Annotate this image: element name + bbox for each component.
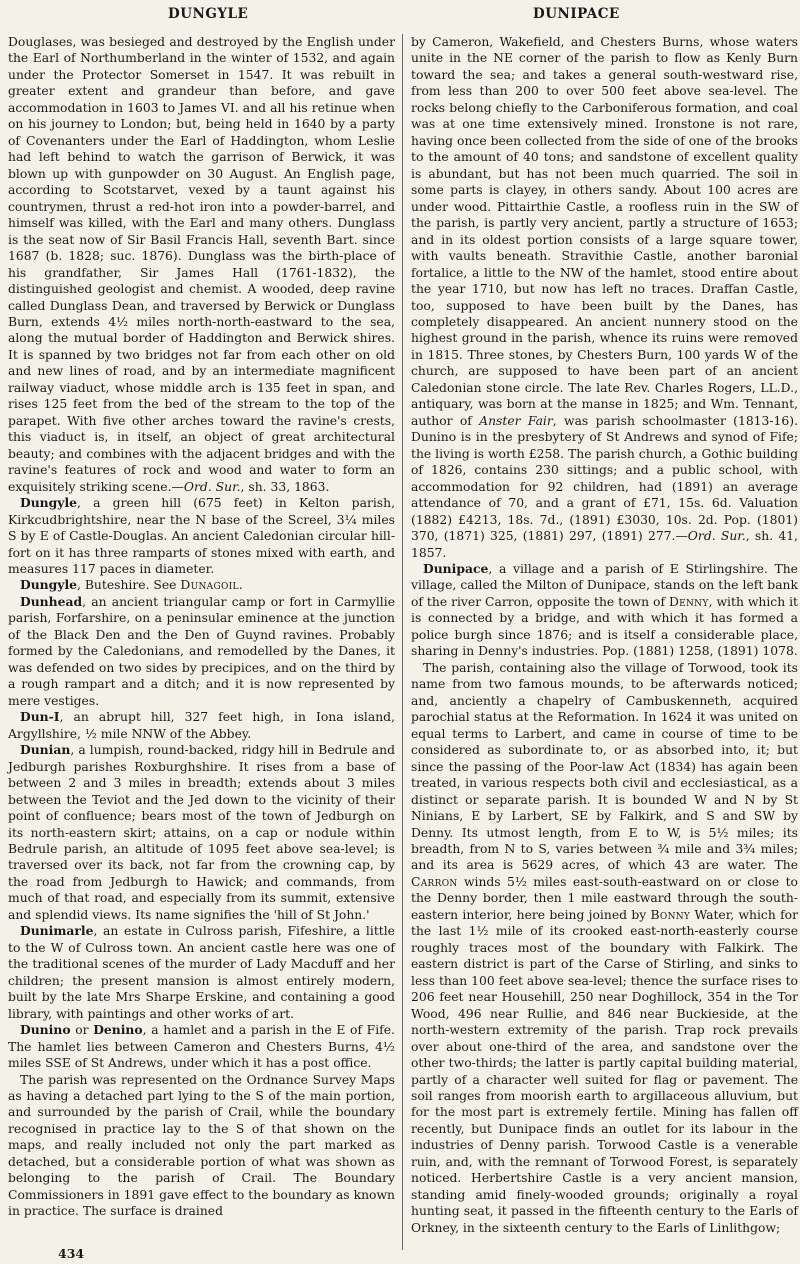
entry-headword: Dungyle bbox=[20, 577, 77, 593]
italic-text: Ord. Sur. bbox=[687, 529, 746, 544]
gazetteer-entry bbox=[8, 709, 395, 742]
entry-headword: Dunipace bbox=[423, 561, 489, 576]
header-left-title: DUNGYLE bbox=[168, 6, 249, 22]
gazetteer-entry bbox=[8, 495, 395, 577]
body-text: or bbox=[70, 1023, 94, 1038]
body-text: , sh. 41, 1857. bbox=[411, 529, 798, 560]
page-number: 434 bbox=[58, 1246, 85, 1261]
body-text: . bbox=[238, 578, 243, 593]
text-paragraph bbox=[8, 1072, 395, 1220]
right-column bbox=[411, 34, 798, 1236]
entry-headword: Dun-I bbox=[20, 709, 60, 725]
cross-reference: Denny bbox=[668, 594, 709, 609]
body-text: by Cameron, Wakefield, and Chesters Burns, whose waters unite in the NE corner of the parish to flow as Kenly Burn toward the sea; and takes a general south-westward rise, from less than 200 to over 500 feet above sea-level. The rocks belong chiefly to the Carboniferous formation, and coal was at one time extensively mined. Ironstone is not rare, having once been collected from the side of one of the brooks to the amount of 40 tons; and sandstone of excellent quality is abundant, but has not been much quarried. The soil in some parts is clayey, in others sandy. About 100 acres are under wood. Pittairthie Castle, a roofless ruin in the SW of the parish, is partly very ancient, partly a structure of 1653; and in its oldest portion consists of a large square tower, with vaults beneath. Stravithie Castle, another baronial fortalice, a little to the NW of the hamlet, stood entire about the year 1710, but now has left no traces. Draffan Castle, too, supposed to have been built by the Danes, has completely disappeared. An ancient nunnery stood on the highest ground in the parish, whence its ruins were removed in 1815. Three stones, by Chesters Burn, 100 yards W of the church, are supposed to have been part of an ancient Caledonian stone circle. The late Rev. Charles Rogers, LL.D., antiquary, was born at the manse in 1825; and Wm. Tennant, author of bbox=[411, 35, 798, 428]
entry-headword: Dunhead bbox=[20, 593, 83, 609]
left-column bbox=[8, 34, 395, 1220]
body-text: , was parish schoolmaster (1813-16). Dunino is in the presbytery of St Andrews and synod of Fife; the living is worth £258. The parish church, a Gothic building of 1826, contains 230 sittings; and a public school, with accommodation for 92 children, had (1891) an average attendance of 70, and a grant of £71, 15s. 6d. Valuation (1882) £4213, 18s. 7d., (1891) £3030, 10s. 2d. Pop. (1801) 370, (1871) 325, (1881) 297, (1891) 277.— bbox=[411, 413, 798, 544]
entry-headword: Dungyle bbox=[20, 495, 77, 511]
cross-reference: Dunagoil bbox=[180, 578, 239, 593]
text-paragraph bbox=[411, 660, 798, 1236]
body-text: , a lumpish, round-backed, ridgy hill in Bedrule and Jedburgh parishes Roxburghshire. It rises from a base of between 2 and 3 miles in breadth; extends about 3 miles between the Teviot and the Jed down to the vicinity of their point of confluence; bears most of the town of Jedburgh on its north-eastern skirt; attains, on a cap or nodule within Bedrule parish, an altitude of 1095 feet above sea-level; is traversed over its back, not far from the crowning cap, by the road from Jedburgh to Hawick; and commands, from much of that road, and especially from its summit, extensive and splendid views. Its name signifies the 'hill of St John.' bbox=[8, 743, 395, 922]
gazetteer-entry bbox=[8, 1022, 395, 1071]
body-text: , an ancient triangular camp or fort in Carmyllie parish, Forfarshire, on a peninsular eminence at the junction of the Black Den and the Den of Guynd ravines. Probably formed by the Caledonians, and remodelled by the Danes, it was defended on two sides by precipices, and on the third by a rough rampart and a ditch; and it is now represented by mere vestiges. bbox=[8, 594, 395, 708]
body-text: , sh. 33, 1863. bbox=[240, 479, 330, 494]
cross-reference: Bonny bbox=[650, 907, 691, 922]
text-paragraph bbox=[8, 34, 395, 495]
entry-headword: Dunimarle bbox=[20, 923, 94, 939]
gazetteer-entry bbox=[411, 561, 798, 660]
gazetteer-entry bbox=[8, 594, 395, 709]
body-text: , an abrupt hill, 327 feet high, in Iona island, Argyllshire, ½ mile NNW of the Abbey. bbox=[8, 710, 395, 741]
column-divider bbox=[402, 34, 403, 1250]
body-text: , a green hill (675 feet) in Kelton parish, Kirkcudbrightshire, near the N base of the Screel, 3¼ miles S by E of Castle-Douglas. An ancient Caledonian circular hill-fort on it has three ramparts of stones mixed with earth, and measures 117 paces in diameter. bbox=[8, 496, 395, 576]
body-text: , an estate in Culross parish, Fifeshire, a little to the W of Culross town. An ancient castle here was one of the traditional scenes of the murder of Lady Macduff and her children; the present mansion is almost entirely modern, built by the late Mrs Sharpe Erskine, and containing a good library, with paintings and other works of art. bbox=[8, 924, 395, 1021]
body-text: , Buteshire. See bbox=[77, 578, 181, 593]
body-text: , a village and a parish of E Stirlingshire. The village, called the Milton of Dunipace, stands on the left bank of the river Carron, opposite the town of bbox=[411, 562, 798, 609]
body-text: winds 5½ miles east-south-eastward on or close to the Denny border, then 1 mile eastward through the south-eastern interior, here being joined by bbox=[411, 874, 798, 922]
entry-headword: Denino bbox=[93, 1022, 143, 1038]
body-text: The parish was represented on the Ordnance Survey Maps as having a detached part lying to the S of the main portion, and surrounded by the parish of Crail, while the boundary recognised in practice lay to the S of that shown on the maps, and really included not only the part marked as detached, but a considerable portion of what was shown as belonging to the parish of Crail. The Boundary Commissioners in 1891 gave effect to the boundary as known in practice. The surface is drained bbox=[8, 1072, 395, 1219]
running-header bbox=[0, 6, 800, 28]
cross-reference: Carron bbox=[411, 874, 458, 889]
entry-headword: Dunino bbox=[20, 1022, 71, 1038]
gazetteer-entry bbox=[8, 923, 395, 1022]
body-text: , with which it is connected by a bridge, and with which it has formed a police burgh since 1876; and is itself a considerable place, sharing in Denny's industries. Pop. (1881) 1258, (1891) 1078. bbox=[411, 594, 798, 659]
text-paragraph bbox=[411, 34, 798, 561]
header-right-title: DUNIPACE bbox=[533, 6, 620, 22]
gazetteer-entry bbox=[8, 577, 395, 593]
body-text: , a hamlet and a parish in the E of Fife. The hamlet lies between Cameron and Chesters Burns, 4½ miles SSE of St Andrews, under which it has a post office. bbox=[8, 1023, 395, 1071]
gazetteer-entry bbox=[8, 742, 395, 923]
body-text: Water, which for the last 1½ mile of its crooked east-north-easterly course roughly traces most of the boundary with Falkirk. The eastern district is part of the Carse of Stirling, and sinks to less than 100 feet above sea-level; thence the surface rises to 206 feet near Househill, 250 near Doghillock, 354 in the Tor Wood, 496 near Rullie, and 846 near Buckieside, at the north-western extremity of the parish. Trap rock prevails over about one-third of the area, and sandstone over the other two-thirds; the latter is partly capital building material, partly of a character well suited for flag or pavement. The soil ranges from moorish earth to argillaceous alluvium, but for the most part is extremely fertile. Mining has fallen off recently, but Dunipace finds an outlet for its labour in the industries of Denny parish. Torwood Castle is a venerable ruin, and, with the remnant of Torwood Forest, is separately noticed. Herbertshire Castle is a very ancient mansion, standing amid finely-wooded grounds; originally a royal hunting seat, it passed in the fifteenth century to the Earls of Orkney, in the sixteenth century to the Earls of Linlithgow; bbox=[411, 907, 798, 1235]
italic-text: Ord. Sur. bbox=[183, 479, 241, 494]
entry-headword: Dunian bbox=[20, 742, 71, 758]
body-text: Douglases, was besieged and destroyed by the English under the Earl of Northumberland in the winter of 1532, and again under the Protector Somerset in 1547. It was rebuilt in greater extent and grandeur than before, and gave accommodation in 1603 to James VI. and all his retinue when on his journey to London; but, being held in 1640 by a party of Covenanters under the Earl of Haddington, whom Leslie had left behind to watch the garrison of Berwick, it was blown up with gunpowder on 30 August. An English page, according to Scotstarvet, vexed by a taunt against his countrymen, thrust a red-hot iron into a powder-barrel, and himself was killed, with the Earl and many others. Dunglass is the seat now of Sir Basil Francis Hall, seventh Bart. since 1687 (b. 1828; suc. 1876). Dunglass was the birth-place of his grandfather, Sir James Hall (1761-1832), the distinguished geologist and chemist. A wooded, deep ravine called Dunglass Dean, and traversed by Berwick or Dunglass Burn, extends 4½ miles north-north-eastward to the sea, along the mutual border of Haddington and Berwick shires. It is spanned by two bridges not far from each other on old and new lines of road, and by an intermediate magnificent railway viaduct, whose middle arch is 135 feet in span, and rises 125 feet from the bed of the stream to the top of the parapet. With five other arches toward the ravine's crests, this viaduct is, in itself, an object of great architectural beauty; and combines with the adjacent bridges and with the ravine's features of rock and wood and water to form an exquisitely striking scene.— bbox=[8, 35, 395, 494]
italic-text: Anster Fair bbox=[479, 413, 553, 428]
body-text: The parish, containing also the village of Torwood, took its name from two famous mounds, to be afterwards noticed; and, anciently a chapelry of Cambuskenneth, acquired parochial status at the Reformation. In 1624 it was united on equal terms to Larbert, and came in course of time to be considered as subordinate to, or as absorbed into, it; but since the passing of the Poor-law Act (1834) has again been treated, in various respects both civil and ecclesiastical, as a distinct or separate parish. It is bounded W and N by St Ninians, E by Larbert, SE by Falkirk, and S and SW by Denny. Its utmost length, from E to W, is 5½ miles; its breadth, from N to S, varies between ¾ mile and 3¾ miles; and its area is 5629 acres, of which 43 are water. The bbox=[411, 660, 798, 873]
